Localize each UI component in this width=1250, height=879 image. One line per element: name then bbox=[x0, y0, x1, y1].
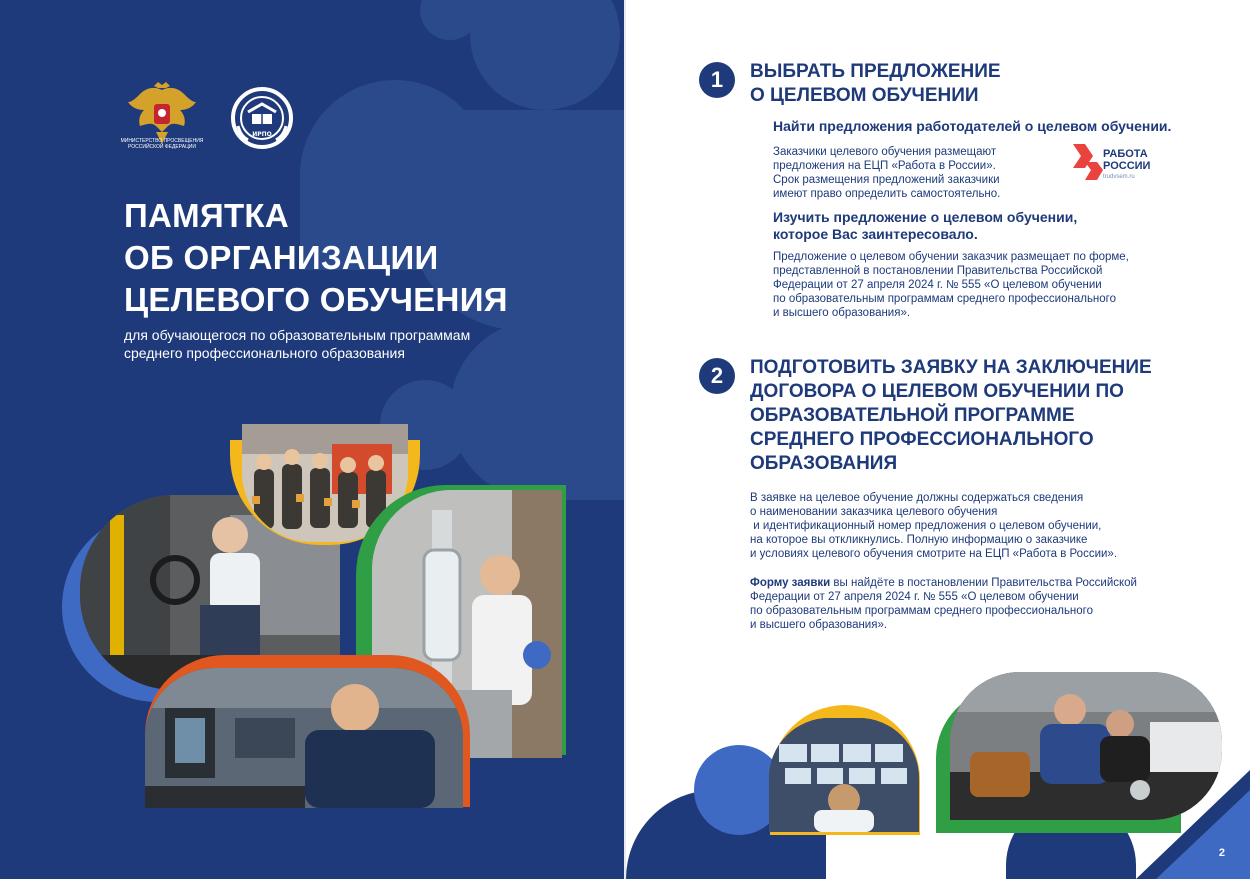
heading-line: которое Вас заинтересовало. bbox=[773, 226, 978, 242]
step-1-number: 1 bbox=[699, 62, 735, 98]
text-line: Федерации от 27 апреля 2024 г. № 555 «О целевом обучении bbox=[773, 279, 1102, 291]
ministry-caption: МИНИСТЕРСТВО ПРОСВЕЩЕНИЯ РОССИЙСКОЙ ФЕДЕРАЦИИ bbox=[120, 138, 204, 150]
cover-title-line: ЦЕЛЕВОГО ОБУЧЕНИЯ bbox=[124, 281, 508, 318]
text-line: по образовательным программам среднего профессионального bbox=[773, 293, 1117, 305]
text-line: Федерации от 27 апреля 2024 г. № 555 «О целевом обучении bbox=[750, 591, 1079, 603]
rabota-rossii-logo[interactable] bbox=[1071, 142, 1171, 186]
step-2-title bbox=[750, 356, 1152, 476]
cover-page bbox=[0, 0, 624, 879]
decor-shape bbox=[470, 0, 620, 110]
cover-title-line: ОБ ОРГАНИЗАЦИИ bbox=[124, 239, 439, 276]
step-1-title-line: ВЫБРАТЬ ПРЕДЛОЖЕНИЕ bbox=[750, 61, 1001, 82]
text-line: В заявке на целевое обучение должны содержаться сведения bbox=[750, 492, 1084, 504]
step-1-title-line: О ЦЕЛЕВОМ ОБУЧЕНИИ bbox=[750, 85, 979, 106]
cover-subtitle-line: среднего профессионального образования bbox=[124, 345, 405, 361]
cover-title-line: ПАМЯТКА bbox=[124, 197, 289, 234]
text-line: представленной в постановлении Правительства Российской bbox=[773, 265, 1103, 277]
text-line: и высшего образования». bbox=[773, 307, 911, 319]
form-label-bold: Форму заявки bbox=[750, 577, 831, 589]
rabota-rossii-name: РАБОТА РОССИИ bbox=[1103, 148, 1151, 172]
cover-subtitle bbox=[124, 326, 544, 362]
rabota-arrows-icon bbox=[1071, 142, 1103, 182]
text-line: на которое вы откликнулись. Полную информацию о заказчике bbox=[750, 534, 1088, 546]
step-1-title bbox=[750, 60, 1001, 108]
step-2-title-line: ПОДГОТОВИТЬ ЗАЯВКУ НА ЗАКЛЮЧЕНИЕ bbox=[750, 357, 1152, 378]
study-offer-text bbox=[773, 250, 1193, 320]
application-form-text bbox=[750, 576, 1210, 632]
text-line: и идентификационный номер предложения о целевом обучении, bbox=[750, 520, 1102, 532]
rabota-rossii-url: trudvsem.ru bbox=[1103, 174, 1135, 180]
workshop-mentor-photo bbox=[950, 672, 1222, 820]
text-line: имеют право определить самостоятельно. bbox=[773, 188, 1001, 200]
step-2-number: 2 bbox=[699, 358, 735, 394]
instructions-page bbox=[626, 0, 1250, 879]
heading-line: Изучить предложение о целевом обучении, bbox=[773, 209, 1078, 225]
step-2-title-line: ОБРАЗОВАТЕЛЬНОЙ ПРОГРАММЕ bbox=[750, 405, 1075, 426]
text-line: Заказчики целевого обучения размещают bbox=[773, 146, 997, 158]
control-room-photo bbox=[769, 718, 919, 832]
irpo-label: ИРПО bbox=[252, 131, 272, 138]
cover-subtitle-line: для обучающегося по образовательным программам bbox=[124, 327, 471, 343]
text-line: и высшего образования». bbox=[750, 619, 888, 631]
text-line: о наименовании заказчика целевого обучения bbox=[750, 506, 998, 518]
find-offers-text bbox=[773, 145, 1063, 201]
study-offer-heading bbox=[773, 209, 1077, 243]
computer-student-photo bbox=[145, 668, 463, 808]
text-fragment: вы найдёте в постановлении Правительства Российской bbox=[830, 577, 1137, 589]
cover-title bbox=[124, 195, 604, 321]
text-line: Предложение о целевом обучении заказчик размещает по форме, bbox=[773, 251, 1129, 263]
irpo-logo-icon bbox=[230, 86, 294, 150]
page-number: 2 bbox=[1218, 847, 1225, 859]
text-line: предложения на ЕЦП «Работа в России». bbox=[773, 160, 996, 172]
text-line: Срок размещения предложений заказчики bbox=[773, 174, 1000, 186]
text-line: по образовательным программам среднего профессионального bbox=[750, 605, 1094, 617]
text-line: и условиях целевого обучения смотрите на ЕЦП «Работа в России». bbox=[750, 548, 1118, 560]
find-offers-heading: Найти предложения работодателей о целевом обучении. bbox=[773, 118, 1172, 134]
application-contents-text bbox=[750, 491, 1210, 561]
step-2-title-line: ДОГОВОРА О ЦЕЛЕВОМ ОБУЧЕНИИ ПО bbox=[750, 381, 1124, 402]
step-2-title-line: ОБРАЗОВАНИЯ bbox=[750, 453, 898, 474]
text-line bbox=[750, 576, 1210, 590]
step-2-title-line: СРЕДНЕГО ПРОФЕССИОНАЛЬНОГО bbox=[750, 429, 1094, 450]
